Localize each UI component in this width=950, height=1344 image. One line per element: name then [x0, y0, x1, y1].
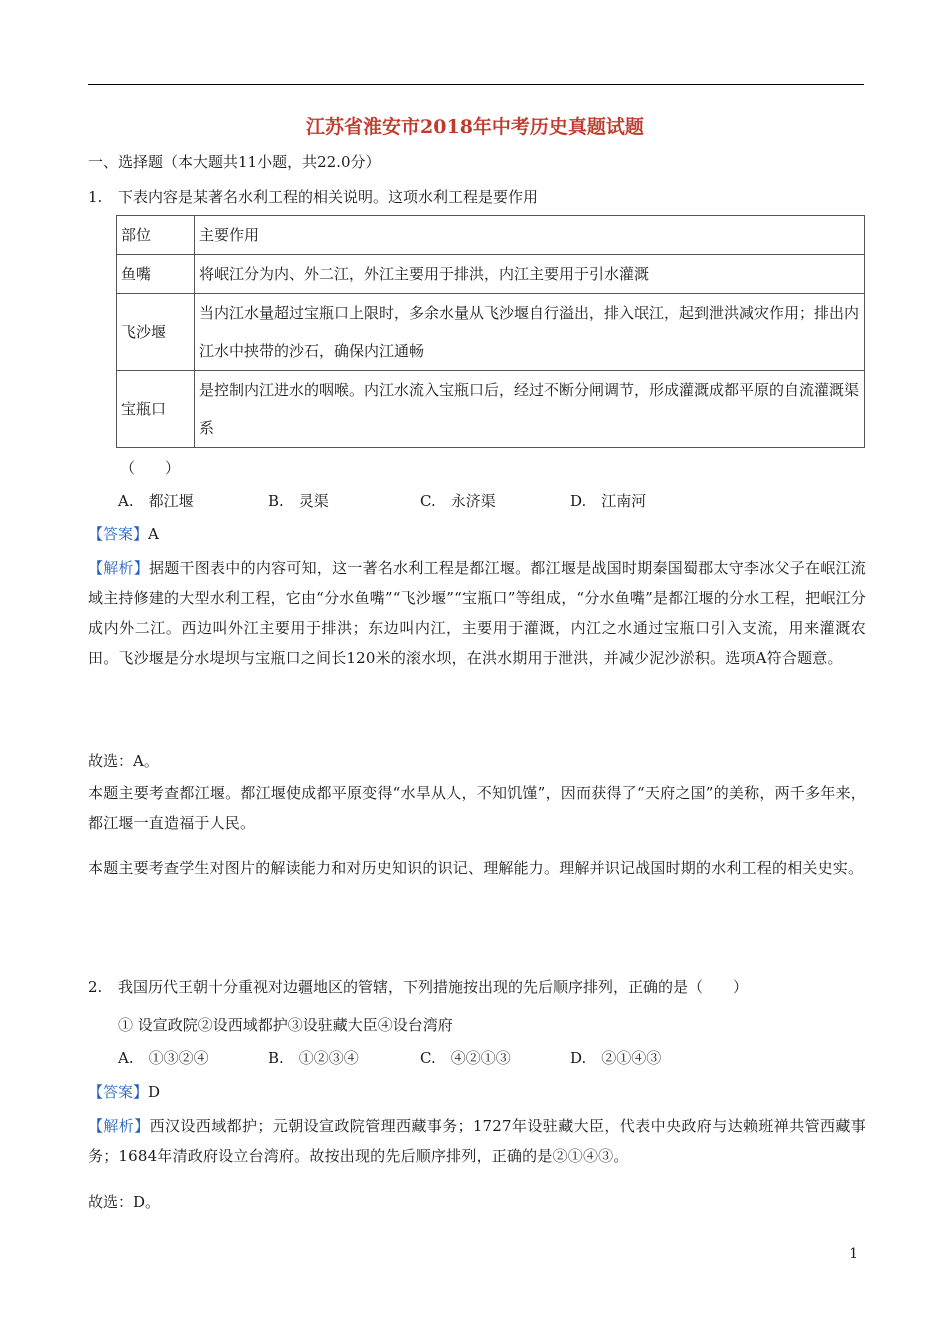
analysis-tag: 【解析】	[88, 1117, 150, 1135]
table-row	[117, 371, 865, 448]
q2-items: ① 设宣政院②设西域都护③设驻藏大臣④设台湾府	[118, 1016, 453, 1034]
q2-option-a: A. ①③②④	[118, 1049, 209, 1067]
answer-value: A	[148, 525, 159, 543]
q2-choose: 故选：D。	[88, 1193, 161, 1211]
q2-option-b: B. ①②③④	[268, 1049, 359, 1067]
table-cell: 飞沙堰	[117, 294, 195, 371]
q1-stem: 下表内容是某著名水利工程的相关说明。这项水利工程是要作用	[118, 188, 539, 206]
q1-option-a: A. 都江堰	[118, 492, 194, 510]
q2-answer	[88, 1080, 160, 1104]
table-header-cell: 主要作用	[195, 216, 865, 255]
analysis-text: 据题干图表中的内容可知，这一著名水利工程是都江堰。都江堰是战国时期秦国蜀郡太守李冰父子在岷江流域主持修建的大型水利工程，它由“分水鱼嘴”“飞沙堰”“宝瓶口”等组成，“分水鱼嘴”是都江堰的分水工程，把岷江分成内外二江。西边叫外江主要用于排洪；东边叫内江，主要用于灌溉，内江之水通过宝瓶口引入支流，用来灌溉农田。飞沙堰是分水堤坝与宝瓶口之间长120米的滚水坝，在洪水期用于泄洪，并减少泥沙淤积。选项A符合题意。	[88, 559, 866, 667]
table-row	[117, 294, 865, 371]
table-cell: 宝瓶口	[117, 371, 195, 448]
table-row	[117, 255, 865, 294]
header-rule	[88, 84, 864, 85]
q1-option-d: D. 江南河	[570, 492, 647, 510]
table-cell: 是控制内江进水的咽喉。内江水流入宝瓶口后，经过不断分闸调节，形成灌溉成都平原的自流灌溉渠系	[195, 371, 865, 448]
answer-tag: 【答案】	[88, 525, 149, 543]
table-cell: 将岷江分为内、外二江，外江主要用于排洪，内江主要用于引水灌溉	[195, 255, 865, 294]
analysis-text: 西汉设西域都护；元朝设宣政院管理西藏事务；1727年设驻藏大臣，代表中央政府与达赖班禅共管西藏事务；1684年清政府设立台湾府。故按出现的先后顺序排列，正确的是②①④③。	[88, 1117, 866, 1165]
answer-tag: 【答案】	[88, 1083, 149, 1101]
q1-number: 1.	[88, 188, 103, 206]
q2-analysis	[88, 1111, 866, 1171]
q2-number: 2.	[88, 978, 103, 996]
q1-choose: 故选：A。	[88, 752, 159, 770]
q1-note-1: 本题主要考查都江堰。都江堰使成都平原变得“水旱从人，不知饥馑”，因而获得了“天府之国”的美称，两千多年来，都江堰一直造福于人民。	[88, 784, 866, 832]
q1-answer-paren: （ ）	[120, 459, 181, 477]
q1-analysis	[88, 553, 866, 673]
document-title: 江苏省淮安市2018年中考历史真题试题	[306, 116, 644, 138]
table-cell: 鱼嘴	[117, 255, 195, 294]
table-header-cell: 部位	[117, 216, 195, 255]
analysis-tag: 【解析】	[88, 559, 150, 577]
table-row	[117, 216, 865, 255]
page-number: 1	[849, 1246, 858, 1262]
q1-option-b: B. 灵渠	[268, 492, 329, 510]
q2-option-d: D. ②①④③	[570, 1049, 662, 1067]
table-cell: 当内江水量超过宝瓶口上限时，多余水量从飞沙堰自行溢出，排入氓江，起到泄洪减灾作用；排出内江水中挟带的沙石，确保内江通畅	[195, 294, 865, 371]
q1-table	[116, 215, 865, 448]
q1-note-2: 本题主要考查学生对图片的解读能力和对历史知识的识记、理解能力。理解并识记战国时期的水利工程的相关史实。	[88, 859, 864, 877]
q2-stem: 我国历代王朝十分重视对边疆地区的管辖，下列措施按出现的先后顺序排列，正确的是（ ）	[118, 978, 749, 996]
q1-answer	[88, 522, 159, 546]
section-heading: 一、选择题（本大题共11小题，共22.0分）	[88, 153, 381, 171]
q1-option-c: C. 永济渠	[420, 492, 496, 510]
answer-value: D	[148, 1083, 161, 1101]
q2-option-c: C. ④②①③	[420, 1049, 511, 1067]
